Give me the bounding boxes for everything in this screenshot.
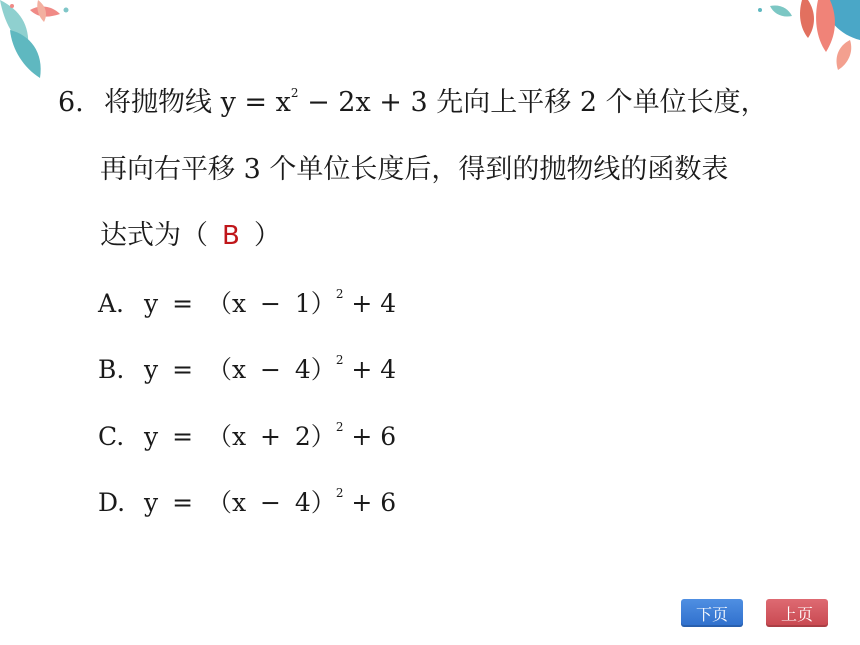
option-tail: + 6 — [351, 488, 397, 517]
option-b — [98, 353, 397, 384]
option-d — [98, 486, 397, 517]
question-line-1-suffix: − 2x + 3 先向上平移 2 个单位长度， — [298, 87, 768, 118]
leaf-decoration-right — [730, 0, 860, 75]
next-page-button[interactable]: 下页 — [681, 599, 743, 627]
option-exponent: 2 — [335, 486, 344, 500]
question-line-3-prefix: 达式为（ — [100, 220, 208, 251]
option-letter: A. — [98, 289, 125, 318]
option-letter: D. — [98, 488, 126, 517]
question-line-1 — [104, 86, 768, 118]
question-number: 6. — [58, 87, 84, 118]
question-line-1-prefix: 将抛物线 y = x — [104, 87, 291, 118]
question-exponent: 2 — [290, 86, 299, 100]
option-letter: B. — [98, 355, 125, 384]
option-tail: + 4 — [351, 355, 397, 384]
option-letter: C. — [98, 422, 125, 451]
option-exponent: 2 — [335, 353, 344, 367]
option-c — [98, 420, 397, 451]
option-expression: y = （x − 4） — [144, 355, 336, 384]
leaf-decoration-left — [0, 0, 90, 90]
question-line-3-suffix: ） — [253, 220, 281, 251]
question-line-3 — [100, 222, 281, 249]
previous-page-button[interactable]: 上页 — [766, 599, 828, 627]
option-tail: + 6 — [351, 422, 397, 451]
option-expression: y = （x − 1） — [144, 289, 336, 318]
option-tail: + 4 — [351, 289, 397, 318]
question-line-2: 再向右平移 3 个单位长度后，得到的抛物线的函数表 — [100, 154, 729, 185]
option-expression: y = （x + 2） — [144, 422, 336, 451]
option-a — [98, 287, 397, 318]
option-exponent: 2 — [335, 420, 344, 434]
option-expression: y = （x − 4） — [144, 488, 336, 517]
option-exponent: 2 — [335, 287, 344, 301]
answer-letter: B — [222, 221, 240, 251]
